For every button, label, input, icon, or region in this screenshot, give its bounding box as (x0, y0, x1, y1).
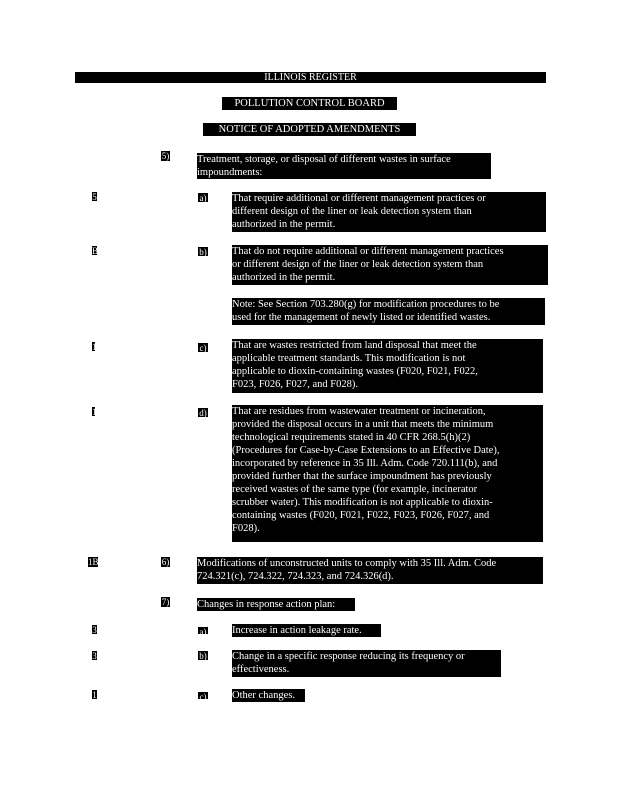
sub-letter-7a: a) (199, 627, 207, 637)
item-number-7: 7) (161, 597, 170, 607)
margin-code-7c: 1 (92, 690, 97, 700)
sub-letter-5b: b) (199, 247, 207, 257)
register-title: ILLINOIS REGISTER (264, 72, 357, 83)
sub-letter-7c: c) (199, 692, 207, 702)
item-7a-text: Increase in action leakage rate. (232, 624, 381, 637)
item-number-6: 6) (161, 557, 170, 567)
note-text: Note: See Section 703.280(g) for modification procedures to be used for the management of newly listed or identified wastes. (232, 298, 545, 325)
item-5d-text: That are residues from wastewater treatment or incineration, provided the disposal occurs in a unit that meets the minimum technological requirements stated in 40 CFR 268.5(h)(2) (Procedures for Case-by-Case Extensions to an Effective Date), incorporated by reference in 35 Ill. Adm. Code 720.111(b), and provided further that the surface impoundment has previously received wastes of the same type (for example, incinerator scrubber water). This modification is not applicable to dioxin- containing wastes (F020, F021, F022, F023, F026, F027, and F028). (232, 405, 543, 542)
item-5c-text: That are wastes restricted from land disposal that meet the applicable treatment standards. This modification is not applicable to dioxin-containing wastes (F020, F021, F022, F023, F026, F027, and F028). (232, 339, 543, 393)
item-5-text: Treatment, storage, or disposal of different wastes in surface impoundments: (197, 153, 491, 179)
item-7-text: Changes in response action plan: (197, 598, 355, 611)
sub-letter-7b: b) (199, 651, 207, 661)
margin-code-7a: 3 (92, 625, 97, 635)
margin-code-5c: 1 (92, 342, 97, 352)
margin-code-5a: 5 (92, 192, 97, 202)
margin-code-5d: 1 (92, 407, 97, 417)
item-5a-text: That require additional or different management practices or different design of the liner or leak detection system than authorized in the permit. (232, 192, 546, 232)
margin-code-5b: B (92, 246, 99, 256)
sub-letter-5d: d) (199, 408, 207, 418)
margin-code-6: 1B (88, 557, 99, 567)
board-title: POLLUTION CONTROL BOARD (222, 97, 397, 110)
margin-code-7b: 3 (92, 651, 97, 661)
item-7c-text: Other changes. (232, 689, 305, 702)
item-number-5: 5) (161, 151, 170, 161)
register-header-bar (75, 72, 546, 83)
sub-letter-5c: c) (199, 343, 207, 353)
item-7b-text: Change in a specific response reducing its frequency or effectiveness. (232, 650, 501, 677)
item-5b-text: That do not require additional or different management practices or different design of the liner or leak detection system than authorized in the permit. (232, 245, 548, 285)
item-6-text: Modifications of unconstructed units to comply with 35 Ill. Adm. Code 724.321(c), 724.322, 724.323, and 724.326(d). (197, 557, 543, 584)
sub-letter-5a: a) (199, 193, 207, 203)
notice-title: NOTICE OF ADOPTED AMENDMENTS (203, 123, 416, 136)
